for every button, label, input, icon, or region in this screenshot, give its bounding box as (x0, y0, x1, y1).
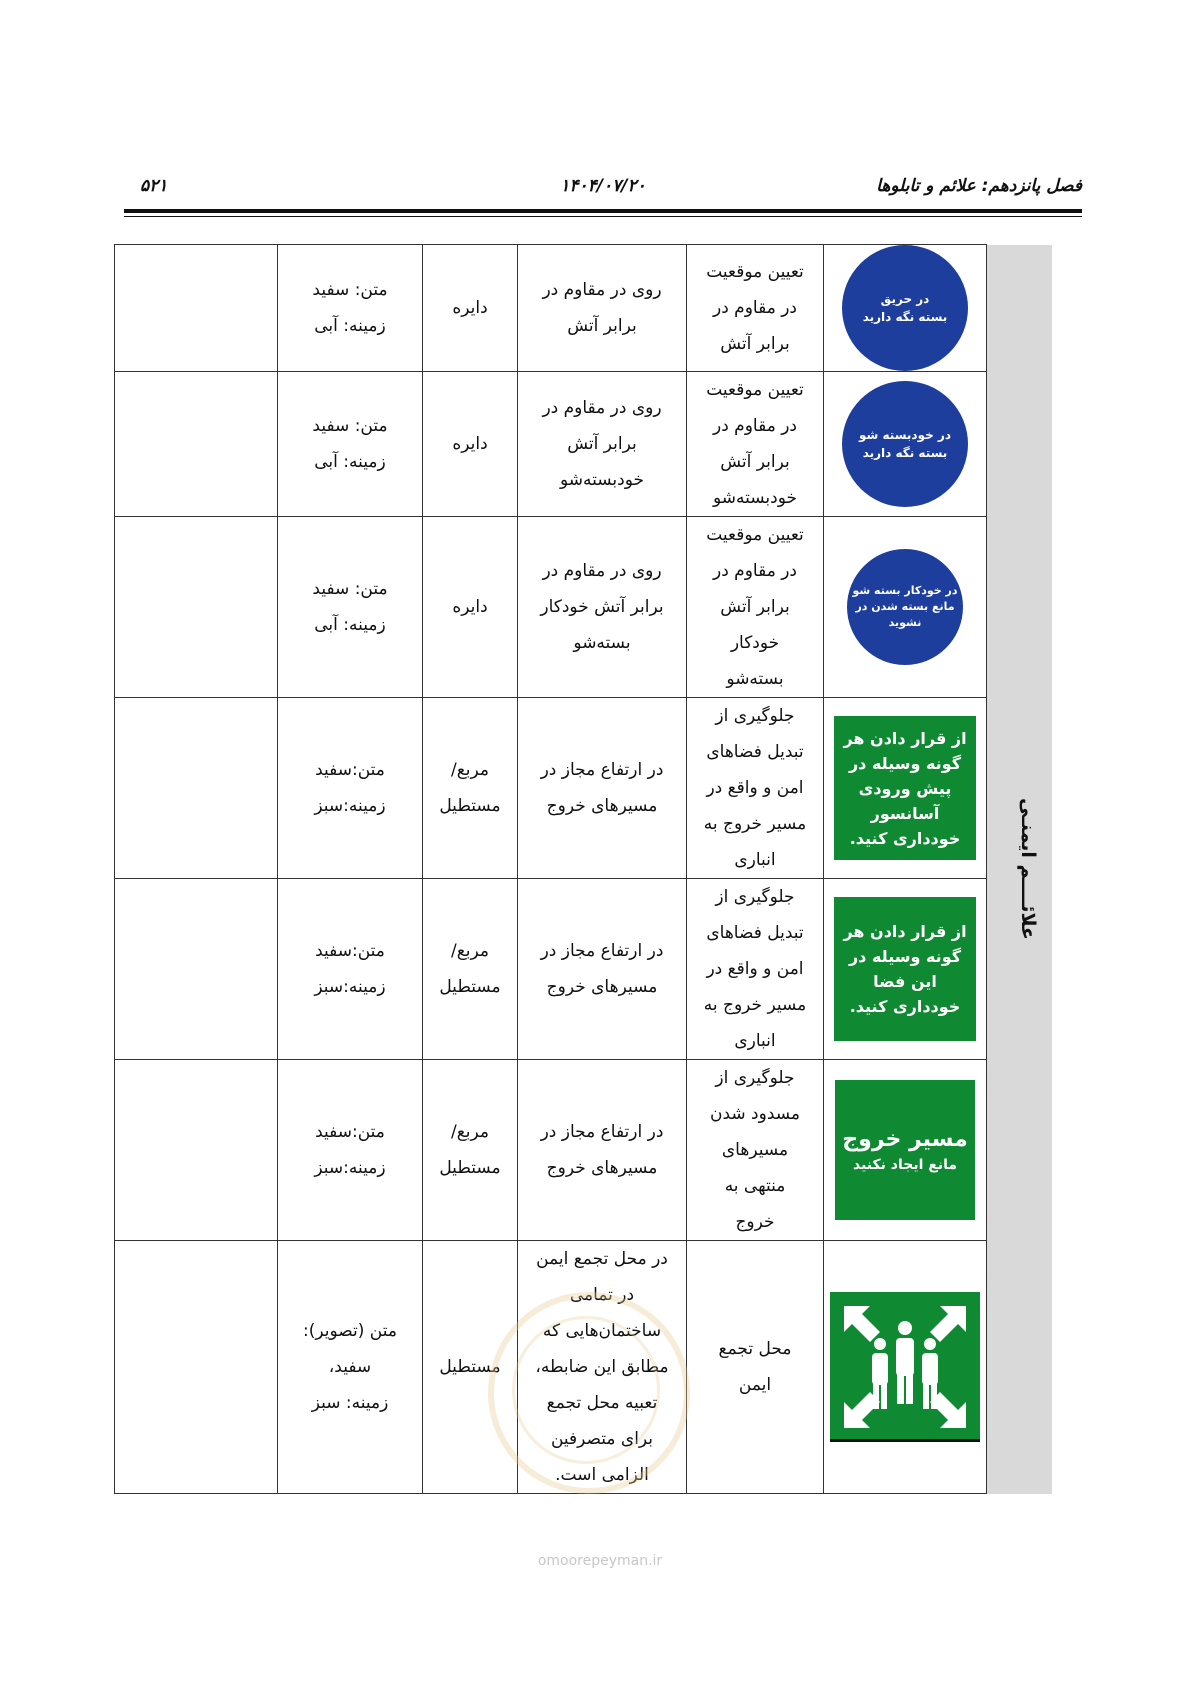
cell-line: مربع/ (451, 1122, 489, 1142)
category-cell (987, 245, 1053, 1494)
cell-line: مستطیل (439, 1158, 501, 1178)
colors-cell (278, 245, 423, 372)
cell-line: تعیین موقعیت (706, 380, 804, 400)
cell-line: متن:سفید (315, 1122, 385, 1142)
cell-line: متن: سفید (312, 280, 388, 300)
cell-line: مسیرهای خروج (546, 796, 658, 816)
purpose-cell (687, 245, 824, 372)
cell-line: خودبسته‌شو (712, 488, 798, 508)
table-row (115, 245, 1053, 372)
location-cell (518, 879, 687, 1060)
sign-cell (824, 698, 987, 879)
green-square-sign (834, 897, 976, 1041)
cell-line: متن (تصویر): (303, 1321, 397, 1341)
location-cell (518, 698, 687, 879)
cell-line: در مقاوم در (713, 298, 797, 318)
location-cell (518, 372, 687, 517)
cell-line: خودبسته‌شو (559, 470, 645, 490)
assembly-point-icon (830, 1292, 980, 1442)
watermark-seal-inner (512, 1316, 660, 1464)
sign-text-line: مانع ایجاد نکنید (853, 1157, 957, 1173)
cell-line: برابر آتش (720, 334, 790, 354)
sign-text-line: نشوید (888, 616, 922, 629)
cell-line: انباری (734, 850, 776, 870)
sign-text-line: بسته نگه دارید (862, 310, 948, 324)
shape-cell (423, 1060, 518, 1241)
sign-text-line: بسته نگه دارید (862, 446, 948, 460)
location-cell (518, 245, 687, 372)
cell-line: تبدیل فضاهای (706, 923, 804, 943)
cell-line: برای متصرفین (550, 1429, 654, 1449)
purpose-cell (687, 698, 824, 879)
cell-line: جلوگیری از (715, 1068, 795, 1088)
page-header (124, 170, 1082, 198)
sign-cell (824, 879, 987, 1060)
cell-line: برابر آتش (720, 452, 790, 472)
chapter-title: فصل پانزدهم: علائم و تابلوها (876, 176, 1082, 196)
cell-line: مستطیل (439, 796, 501, 816)
watermark-text: omoorepeyman.ir (537, 1553, 663, 1569)
cell-line: انباری (734, 1031, 776, 1051)
location-cell (518, 517, 687, 698)
sign-cell (824, 1241, 987, 1494)
location-cell (518, 1060, 687, 1241)
cell-line: زمینه:سبز (314, 1158, 386, 1178)
cell-line: زمینه: سبز (311, 1393, 389, 1413)
sign-cell (824, 1060, 987, 1241)
shape-cell (423, 372, 518, 517)
blue-circle-sign (842, 245, 968, 371)
green-square-sign (835, 1080, 975, 1220)
sign-text-line: مانع بسته شدن در (855, 600, 955, 613)
cell-line: ایمن (738, 1375, 772, 1395)
cell-line: روی در مقاوم در (542, 561, 662, 581)
cell-line: بسته‌شو (573, 633, 631, 653)
cell-line: تعبیه محل تجمع (546, 1393, 658, 1413)
sign-cell (824, 245, 987, 372)
colors-cell (278, 879, 423, 1060)
purpose-cell (687, 1241, 824, 1494)
table-row (115, 879, 1053, 1060)
category-label: علائــــم ایمنـی (1017, 798, 1039, 940)
blue-circle-sign (842, 381, 968, 507)
sign-text-line: از قرار دادن هر (843, 922, 967, 941)
table-row (115, 1060, 1053, 1241)
cell-line: برابر آتش (567, 434, 637, 454)
empty-cell (115, 245, 278, 372)
colors-cell (278, 1241, 423, 1494)
shape-cell (423, 245, 518, 372)
sign-cell (824, 372, 987, 517)
cell-line: خروج (735, 1212, 775, 1232)
blue-circle-sign (847, 549, 963, 665)
purpose-cell (687, 372, 824, 517)
cell-line: در مقاوم در (713, 561, 797, 581)
sign-cell (824, 517, 987, 698)
cell-line: متن: سفید (312, 579, 388, 599)
cell-line: در تمامی (569, 1285, 635, 1305)
cell-line: در محل تجمع ایمن (536, 1249, 668, 1269)
shape-cell (423, 517, 518, 698)
sign-text-line: گونه وسیله در (848, 947, 962, 966)
cell-line: روی در مقاوم در (542, 398, 662, 418)
cell-line: تبدیل فضاهای (706, 742, 804, 762)
empty-cell (115, 879, 278, 1060)
cell-line: مسیر خروج به (703, 995, 807, 1015)
cell-line: مسیر خروج به (703, 814, 807, 834)
cell-line: زمینه: آبی (314, 452, 386, 472)
assembly-point-sign (830, 1292, 980, 1442)
colors-cell (278, 1060, 423, 1241)
cell-line: خودکار (730, 633, 780, 653)
cell-line: زمینه: آبی (314, 615, 386, 635)
cell-line: تعیین موقعیت (706, 262, 804, 282)
cell-line: برابر آتش (567, 316, 637, 336)
cell-line: الزامی است. (555, 1465, 649, 1485)
cell-line: مربع/ (451, 941, 489, 961)
sign-text-line: در خودبسته شو (859, 428, 951, 442)
purpose-cell (687, 879, 824, 1060)
sign-text-line: در خودکار بسته شو (852, 584, 958, 597)
cell-line: امن و واقع در (706, 778, 804, 798)
empty-cell (115, 372, 278, 517)
shape-cell (423, 698, 518, 879)
cell-line: زمینه:سبز (314, 796, 386, 816)
cell-line: مستطیل (439, 977, 501, 997)
cell-line: بسته‌شو (726, 669, 784, 689)
cell-line: مسدود شدن (709, 1104, 801, 1124)
green-square-sign (834, 716, 976, 860)
cell-line: در مقاوم در (713, 416, 797, 436)
cell-line: زمینه: آبی (314, 316, 386, 336)
colors-cell (278, 517, 423, 698)
shape-cell (423, 879, 518, 1060)
purpose-cell (687, 1060, 824, 1241)
cell-line: جلوگیری از (715, 706, 795, 726)
table-row (115, 698, 1053, 879)
cell-line: مربع/ (451, 760, 489, 780)
cell-line: برابر آتش خودکار (540, 597, 664, 617)
cell-line: متن:سفید (315, 941, 385, 961)
sign-text-line: خودداری کنید. (849, 997, 961, 1016)
header-rule-thick (124, 209, 1082, 213)
cell-line: زمینه:سبز (314, 977, 386, 997)
table-row (115, 372, 1053, 517)
cell-line: مطابق این ضابطه، (535, 1357, 669, 1377)
empty-cell (115, 517, 278, 698)
empty-cell (115, 1060, 278, 1241)
table-row (115, 517, 1053, 698)
cell-line: مسیرهای خروج (546, 977, 658, 997)
empty-cell (115, 698, 278, 879)
cell-line: دایره (452, 434, 488, 454)
sign-text-line: از قرار دادن هر (843, 728, 967, 748)
cell-line: جلوگیری از (715, 887, 795, 907)
cell-line: مسیرهای خروج (546, 1158, 658, 1178)
cell-line: متن:سفید (315, 760, 385, 780)
sign-text-line: آسانسور (870, 803, 940, 823)
sign-text-line: در حریق (880, 292, 930, 306)
cell-line: سفید، (328, 1357, 372, 1377)
cell-line: منتهی به (724, 1176, 786, 1196)
colors-cell (278, 372, 423, 517)
cell-line: دایره (452, 298, 488, 318)
cell-line: روی در مقاوم در (542, 280, 662, 300)
cell-line: در ارتفاع مجاز در (540, 760, 664, 780)
colors-cell (278, 698, 423, 879)
sign-text-line: مسیر خروج (842, 1127, 968, 1152)
sign-text-line: پیش ورودی (858, 778, 952, 798)
sign-text-line: این فضا (873, 972, 937, 991)
header-rule-thin (124, 216, 1082, 217)
cell-line: برابر آتش (720, 597, 790, 617)
cell-line: در ارتفاع مجاز در (540, 941, 664, 961)
page-number: ۵۲۱ (140, 176, 168, 196)
cell-line: محل تجمع (718, 1339, 792, 1359)
cell-line: مستطیل (439, 1357, 501, 1377)
sign-text-line: گونه وسیله در (848, 753, 962, 773)
cell-line: ساختمان‌هایی که (542, 1321, 662, 1341)
cell-line: دایره (452, 597, 488, 617)
page-date: ۱۴۰۴/۰۷/۲۰ (560, 176, 646, 196)
sign-text-line: خودداری کنید. (849, 828, 961, 848)
cell-line: تعیین موقعیت (706, 525, 804, 545)
purpose-cell (687, 517, 824, 698)
cell-line: متن: سفید (312, 416, 388, 436)
empty-cell (115, 1241, 278, 1494)
cell-line: مسیرهای (721, 1140, 789, 1160)
cell-line: در ارتفاع مجاز در (540, 1122, 664, 1142)
cell-line: امن و واقع در (706, 959, 804, 979)
